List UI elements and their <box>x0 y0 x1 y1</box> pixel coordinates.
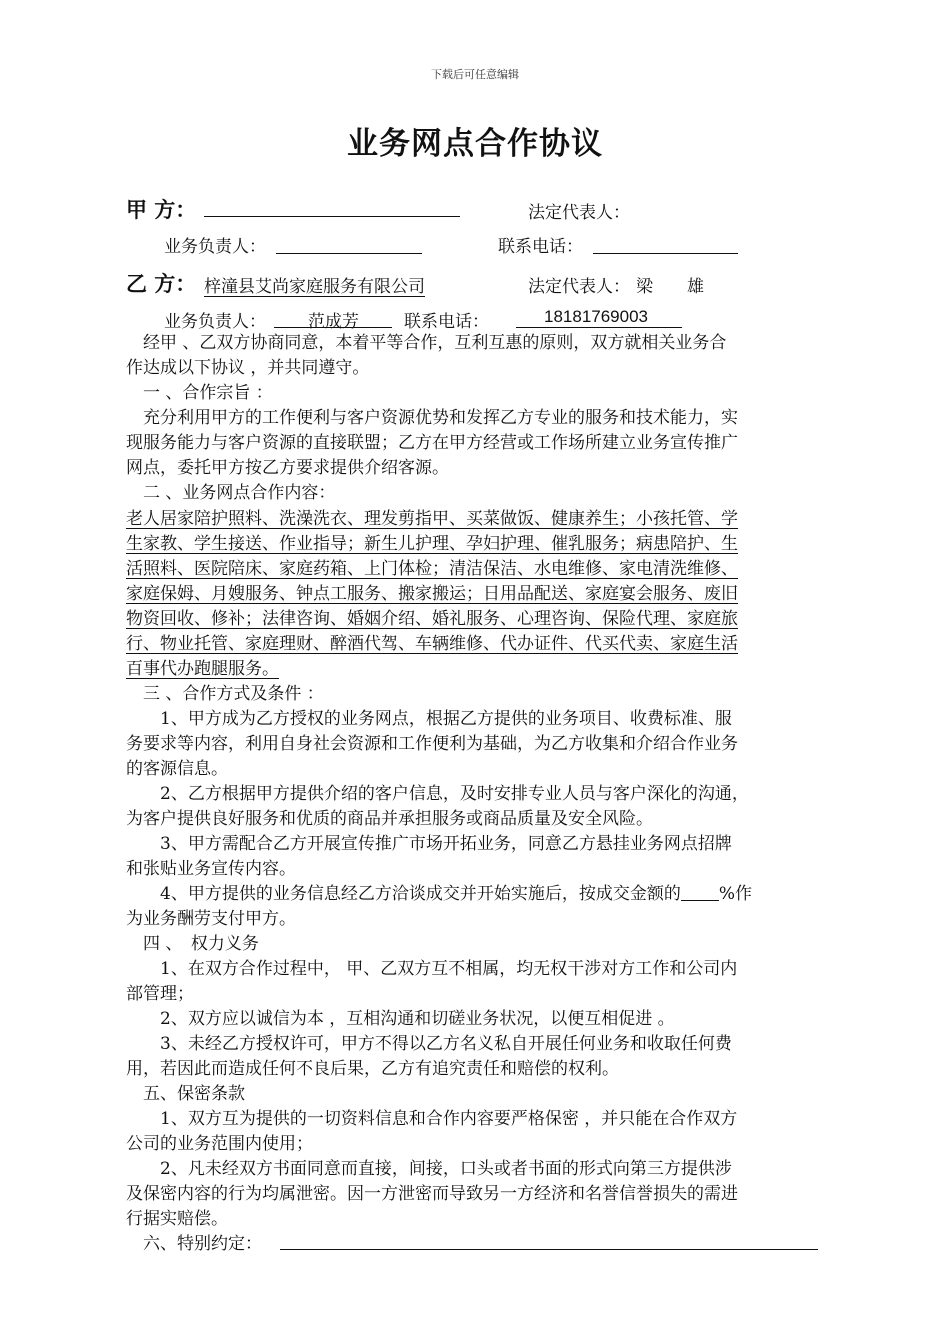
party-a-manager-blank[interactable] <box>276 233 422 254</box>
special-agreement-label: 六、特别约定： <box>126 1234 262 1254</box>
services-line: 活照料、医院陪床、家庭药箱、上门体检；清洁保洁、水电维修、家电清洗维修、 <box>126 559 738 579</box>
commission-line <box>126 881 752 907</box>
body-line: 充分利用甲方的工作便利与客户资源优势和发挥乙方专业的服务和技术能力，实 <box>126 408 738 428</box>
services-line: 生家教、学生接送、作业指导；新生儿护理、孕妇护理、催乳服务；病患陪护、生 <box>126 534 738 554</box>
section-heading: 三 、合作方式及条件 ： <box>126 684 324 704</box>
body-line: 公司的业务范围内使用； <box>126 1134 313 1154</box>
section-heading: 一 、合作宗旨 ： <box>126 383 273 403</box>
body-line: 1、在双方合作过程中， 甲、乙双方互不相属，均无权干涉对方工作和公司内 <box>126 959 738 979</box>
section-heading: 二 、业务网点合作内容： <box>126 483 336 503</box>
body-line: 及保密内容的行为均属泄密。因一方泄密而导致另一方经济和名誉信誉损失的需进 <box>126 1184 738 1204</box>
commission-percent-blank[interactable] <box>681 882 719 901</box>
body-line: 经甲 、乙双方协商同意，本着平等合作，互利互惠的原则，双方就相关业务合 <box>126 333 727 353</box>
body-line: 2、凡未经双方书面同意而直接，间接，口头或者书面的形式向第三方提供涉 <box>126 1159 732 1179</box>
body-line: 和张贴业务宣传内容。 <box>126 859 296 879</box>
body-line: 为客户提供良好服务和优质的商品并承担服务或商品质量及安全风险。 <box>126 809 653 829</box>
body-line: 网点，委托甲方按乙方要求提供介绍客源。 <box>126 458 449 478</box>
party-b-label: 乙 方： <box>126 272 197 296</box>
body-line: 的客源信息。 <box>126 759 228 779</box>
services-line: 老人居家陪护照料、洗澡洗衣、理发剪指甲、买菜做饭、健康养生；小孩托管、学 <box>126 509 738 529</box>
body-line: 3、甲方需配合乙方开展宣传推广市场开拓业务，同意乙方悬挂业务网点招牌 <box>126 834 732 854</box>
commission-suffix: %作 <box>718 884 752 904</box>
body-line: 作达成以下协议 ，并共同遵守。 <box>126 358 370 378</box>
party-b-legal-rep-name: 梁 雄 <box>636 277 704 297</box>
services-line: 百事代办跑腿服务。 <box>126 659 279 679</box>
body-line: 现服务能力与客户资源的直接联盟；乙方在甲方经营或工作场所建立业务宣传推广 <box>126 433 738 453</box>
body-line: 行据实赔偿。 <box>126 1209 228 1229</box>
special-agreement-blank[interactable] <box>280 1229 818 1250</box>
body-line: 2、乙方根据甲方提供介绍的客户信息，及时安排专业人员与客户深化的沟通， <box>126 784 749 804</box>
body-line: 1、甲方成为乙方授权的业务网点，根据乙方提供的业务项目、收费标准、服 <box>126 709 732 729</box>
commission-text: 4、甲方提供的业务信息经乙方洽谈成交并开始实施后，按成交金额的 <box>126 884 681 904</box>
party-b-legal-rep-label: 法定代表人： <box>528 277 630 297</box>
party-a-manager-label: 业务负责人： <box>164 237 266 257</box>
party-b-phone-label: 联系电话： <box>404 312 489 332</box>
body-line: 用，若因此而造成任何不良后果，乙方有追究责任和赔偿的权利。 <box>126 1059 619 1079</box>
body-line: 3、未经乙方授权许可，甲方不得以乙方名义私自开展任何业务和收取任何费 <box>126 1034 732 1054</box>
party-a-phone-blank[interactable] <box>593 233 738 254</box>
party-a-legal-rep-label: 法定代表人： <box>528 203 630 223</box>
header-note: 下载后可任意编辑 <box>431 68 519 81</box>
section-heading: 四 、 权力义务 <box>126 934 259 954</box>
party-a-label: 甲 方： <box>126 198 197 222</box>
party-b-manager-label: 业务负责人： <box>164 312 266 332</box>
body-line: 2、双方应以诚信为本 ，互相沟通和切磋业务状况，以便互相促进 。 <box>126 1009 675 1029</box>
services-line: 家庭保姆、月嫂服务、钟点工服务、搬家搬运；日用品配送、家庭宴会服务、废旧 <box>126 584 738 604</box>
services-line: 物资回收、修补；法律咨询、婚姻介绍、婚礼服务、心理咨询、保险代理、家庭旅 <box>126 609 738 629</box>
document-title: 业务网点合作协议 <box>347 126 603 162</box>
services-line: 行、物业托管、家庭理财、醉酒代驾、车辆维修、代办证件、代买代卖、家庭生活 <box>126 634 738 654</box>
party-b-manager-name: 范成芳 <box>308 312 359 332</box>
party-a-phone-label: 联系电话： <box>498 237 583 257</box>
party-a-name-blank[interactable] <box>204 196 460 217</box>
party-b-phone: 18181769003 <box>544 307 649 326</box>
body-line: 务要求等内容，利用自身社会资源和工作便利为基础，为乙方收集和介绍合作业务 <box>126 734 738 754</box>
body-line: 部管理； <box>126 984 194 1004</box>
body-line: 1、双方互为提供的一切资料信息和合作内容要严格保密 ，并只能在合作双方 <box>126 1109 738 1129</box>
body-line: 为业务酬劳支付甲方。 <box>126 909 296 929</box>
party-b-name: 梓潼县艾尚家庭服务有限公司 <box>204 277 425 297</box>
section-heading: 五、保密条款 <box>126 1084 245 1104</box>
